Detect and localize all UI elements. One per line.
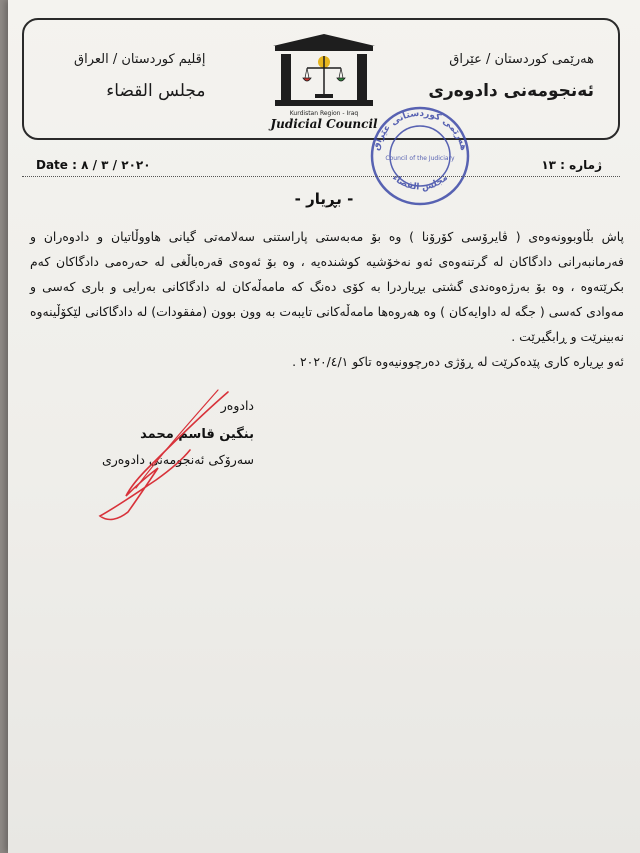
logo-title: Judicial Council [270, 117, 378, 131]
court-building-icon [269, 32, 379, 108]
document-body [30, 224, 624, 374]
svg-text:هەرێمی کوردستانی عێراق [372, 109, 469, 152]
arabic-region-text: إقليم كوردستان / العراق [74, 52, 206, 67]
signatory-role: دادوەر [220, 398, 254, 413]
header-divider [22, 176, 620, 177]
signatory-title: سەرۆکی ئەنجومەنی دادوەری [101, 452, 254, 467]
kurdish-region-text: هەرێمی کوردستان / عێراق [449, 52, 594, 67]
logo-caption: Kurdistan Region - Iraq [289, 110, 359, 117]
document-page [8, 0, 640, 853]
arabic-council-text: مجلس القضاء [106, 81, 206, 101]
stamp-bottom-text: مجلس القضاء [390, 172, 450, 193]
signatory-name: بنگین قاسم محمد [140, 427, 254, 442]
stamp-top-text: هەرێمی کوردستانی عێراق [371, 108, 469, 152]
document-title: - بڕیار - [294, 190, 354, 208]
letterhead-kurdish [428, 52, 594, 101]
document-number: ژمارە : ١٣ [541, 158, 602, 172]
body-paragraph-2: ئەو بڕیارە کاری پێدەکرێت لە ڕۆژی دەرچوونیەوە تاکو ٢٠٢٠/٤/١ . [292, 354, 624, 369]
letterhead-arabic [74, 52, 206, 101]
body-paragraph-1: پاش بڵاوبوونەوەی ( ڤایرۆسی كۆرۆنا ) وە بۆ مەبەستی پاراستنی سەلامەتی گیانی هاووڵاتیان و دادوەران و فەرمانبەرانی دادگاکان لە گرتنەوەی ئەو نەخۆشیە کوشندەیە ، وە بۆ ئەوەی قەرەباڵغی لە حەرەمی دادگاکان کەم بکرێتەوە ، وە بۆ بەرژەوەندی گشتی بڕیاردرا بە کۆی دەنگ کە مامەڵەکان لە دادگاکانی بەرایی و باری کەسی و مەوادی کەسی ( جگە لە داوایەکان ) وە هەروەها مامەڵەکانی تایبەت بە وون بوون (مفقودات) لە دادگاکانی لێکۆڵینەوە نەبینرێت و ڕابگیرێت . [30, 229, 624, 344]
kurdish-council-text: ئەنجومەنی دادوەری [428, 81, 594, 101]
letterhead [22, 18, 620, 140]
stamp-center-text: Council of the Judiciary [385, 155, 455, 162]
handwritten-signature [78, 388, 248, 528]
document-date: Date : ٢٠٢٠ / ٣ / ٨ [36, 158, 151, 172]
